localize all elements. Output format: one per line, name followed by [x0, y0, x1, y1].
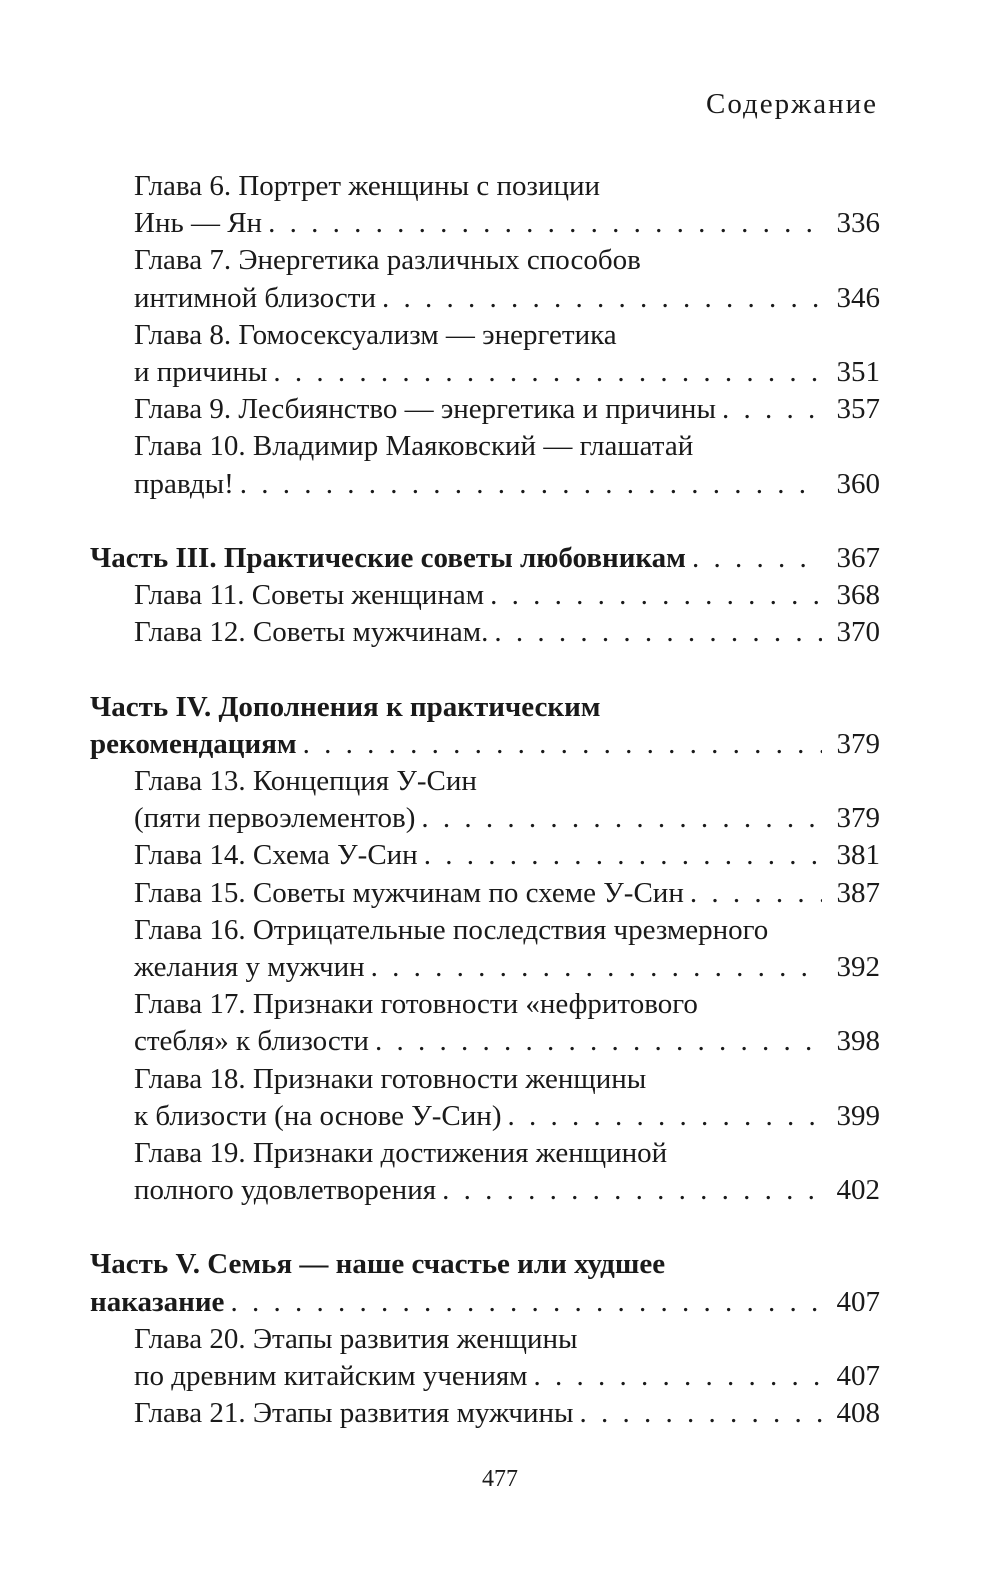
toc-entry-part5-line2	[90, 1284, 880, 1321]
toc-entry-title: по древним китайским учениям	[134, 1360, 528, 1392]
toc-entry-ch20-line1	[90, 1321, 880, 1358]
toc-entry-ch7-line2	[90, 280, 880, 317]
toc-page-number: 408	[836, 1397, 880, 1430]
toc-entry-ch10-line2	[90, 466, 880, 503]
toc-entry-ch14	[90, 837, 880, 874]
toc-entry-ch15	[90, 875, 880, 912]
toc-entry-title: Глава 14. Схема У-Син	[134, 839, 418, 872]
toc-entry-title: Инь — Ян	[134, 207, 263, 240]
toc-entry-part4-line2	[90, 726, 880, 763]
toc-page-number: 407	[836, 1285, 880, 1318]
toc-entry-title: Глава 6. Портрет женщины с позиции	[134, 170, 601, 202]
section-gap	[90, 503, 880, 540]
leader-dots	[722, 391, 822, 428]
leader-dots	[507, 1098, 822, 1135]
toc-entry-title: желания у мужчин	[134, 950, 365, 983]
leader-dots	[690, 875, 822, 912]
leader-dots	[240, 466, 822, 503]
toc-page-number: 346	[836, 281, 880, 314]
leader-dots	[692, 540, 822, 577]
section-gap	[90, 651, 880, 688]
toc-entry-title: полного удовлетворения	[134, 1174, 437, 1207]
toc-page-number: 402	[836, 1174, 880, 1207]
toc-entry-ch9	[90, 391, 880, 428]
leader-dots	[303, 726, 822, 763]
leader-dots	[580, 1395, 823, 1432]
toc-entry-title: Глава 19. Признаки достижения женщиной	[134, 1136, 668, 1169]
toc-page-number: 392	[836, 950, 880, 983]
page-number: 477	[482, 1466, 518, 1492]
toc-entry-title: Глава 12. Советы мужчинам.	[134, 616, 489, 649]
leader-dots	[494, 614, 822, 651]
toc-entry-title: Глава 13. Концепция У-Син	[134, 765, 477, 797]
toc-entry-part4-line1	[90, 689, 880, 726]
toc-page-number: 399	[836, 1099, 880, 1132]
toc-entry-ch12	[90, 614, 880, 651]
toc-entry-ch11	[90, 577, 880, 614]
toc-part-title: наказание	[90, 1285, 225, 1318]
toc-entry-ch18-line1	[90, 1061, 880, 1098]
toc-page-number: 398	[836, 1025, 880, 1058]
leader-dots	[268, 205, 822, 242]
toc-entry-title: Глава 20. Этапы развития женщины	[134, 1322, 578, 1355]
toc-entry-ch8-line2	[90, 354, 880, 391]
leader-dots	[534, 1358, 822, 1395]
toc-entry-ch21	[90, 1395, 880, 1432]
toc-part-title: Часть IV. Дополнения к практическим	[90, 690, 601, 723]
toc-entry-title: стебля» к близости	[134, 1025, 369, 1058]
toc-page-number: 370	[836, 616, 880, 649]
toc-entry-ch13-line1	[90, 763, 880, 800]
toc-entry-title: правды!	[134, 467, 234, 500]
toc-entry-ch13-line2	[90, 800, 880, 837]
leader-dots	[375, 1023, 822, 1060]
toc-page-number: 360	[836, 467, 880, 500]
toc-entry-ch18-line2	[90, 1098, 880, 1135]
leader-dots	[490, 577, 822, 614]
toc-entry-ch8-line1	[90, 317, 880, 354]
toc-part-title: Часть V. Семья — наше счастье или худшее	[90, 1248, 666, 1281]
toc-entry-title: Глава 16. Отрицательные последствия чрезмерного	[134, 913, 769, 946]
toc-entry-title: к близости (на основе У-Син)	[134, 1099, 502, 1132]
toc-entry-part5-line1	[90, 1246, 880, 1283]
toc-entry-ch10-line1	[90, 428, 880, 465]
leader-dots	[382, 280, 822, 317]
toc-page-number: 379	[836, 802, 880, 835]
toc-entry-title: Глава 10. Владимир Маяковский — глашатай	[134, 430, 694, 463]
toc-entry-title: Глава 15. Советы мужчинам по схеме У-Син	[134, 876, 684, 909]
section-gap	[90, 1209, 880, 1246]
toc-page-number: 357	[836, 393, 880, 426]
toc-page-number: 379	[836, 727, 880, 760]
running-title: Содержание	[706, 88, 878, 120]
toc-entry-part3	[90, 540, 880, 577]
toc-part-title: рекомендациям	[90, 727, 297, 760]
leader-dots	[424, 837, 822, 874]
toc-entry-ch7-line1	[90, 242, 880, 279]
toc-part-title: Часть III. Практические советы любовникам	[90, 541, 686, 574]
leader-dots	[273, 354, 822, 391]
leader-dots	[421, 800, 822, 837]
toc-entry-title: Глава 9. Лесбиянство — энергетика и причины	[134, 393, 716, 426]
leader-dots	[371, 949, 822, 986]
toc-entry-ch17-line2	[90, 1023, 880, 1060]
toc-entry-title: Глава 11. Советы женщинам	[134, 579, 485, 612]
toc-entry-title: интимной близости	[134, 281, 376, 314]
toc-page-number: 368	[836, 579, 880, 612]
toc-entry-ch19-line1	[90, 1135, 880, 1172]
leader-dots	[230, 1284, 822, 1321]
toc-entry-title: (пяти первоэлементов)	[134, 802, 416, 835]
toc-page-number: 367	[836, 541, 880, 574]
toc-page-number: 336	[836, 207, 880, 240]
toc-entry-title: Глава 21. Этапы развития мужчины	[134, 1397, 574, 1430]
toc-page-number: 351	[836, 355, 880, 388]
toc-entry-ch20-line2	[90, 1358, 880, 1395]
toc-entry-title: Глава 17. Признаки готовности «нефритового	[134, 988, 698, 1021]
toc-entry-title: Глава 18. Признаки готовности женщины	[134, 1062, 647, 1095]
toc-page-number: 381	[836, 839, 880, 872]
toc-entry-ch6-line1	[90, 168, 880, 205]
toc-entry-title: и причины	[134, 355, 268, 388]
toc-page-number: 387	[836, 876, 880, 909]
toc-entry-ch17-line1	[90, 986, 880, 1023]
toc-entry-title: Глава 7. Энергетика различных способов	[134, 244, 641, 277]
table-of-contents	[90, 168, 880, 1432]
toc-entry-ch16-line2	[90, 949, 880, 986]
toc-entry-ch19-line2	[90, 1172, 880, 1209]
toc-entry-title: Глава 8. Гомосексуализм — энергетика	[134, 318, 617, 351]
leader-dots	[442, 1172, 822, 1209]
toc-page-number: 407	[836, 1360, 880, 1392]
toc-entry-ch6-line2	[90, 205, 880, 242]
toc-entry-ch16-line1	[90, 912, 880, 949]
